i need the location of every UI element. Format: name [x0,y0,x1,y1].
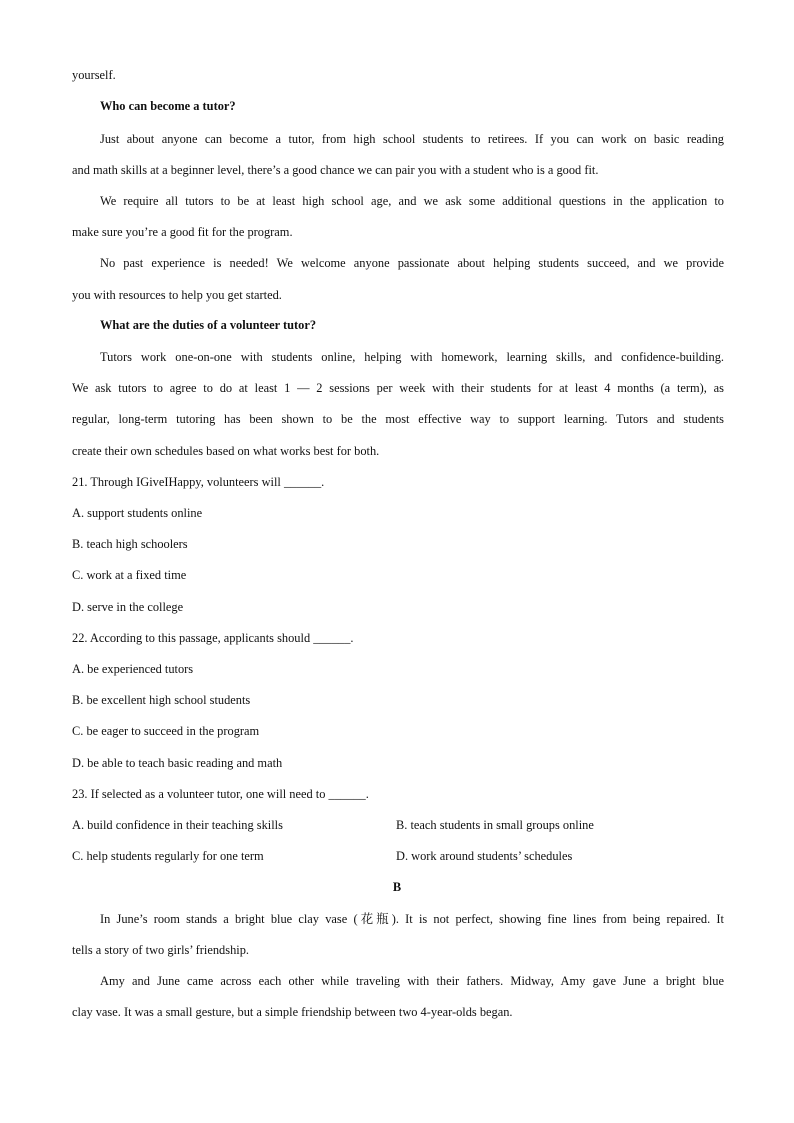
paragraph-line: No past experience is needed! We welcome anyone passionate about helping students succeed, and we provide [100,256,724,270]
paragraph-line: We ask tutors to agree to do at least 1 — 2 sessions per week with their students for at least 4 months (a term), as [72,381,724,395]
paragraph-line: In June’s room stands a bright blue clay vase (花瓶). It is not perfect, showing fine lines from being repaired. It [100,912,724,926]
question-23-option-d: D. work around students’ schedules [396,849,573,863]
question-21-stem: 21. Through IGiveIHappy, volunteers will ______. [72,475,325,489]
question-22-option-c: C. be eager to succeed in the program [72,724,260,738]
question-23-option-c: C. help students regularly for one term [72,849,264,863]
paragraph-line: make sure you’re a good fit for the program. [72,225,293,239]
paragraph-line: regular, long-term tutoring has been shown to be the most effective way to support learning. Tutors and students [72,412,724,426]
question-22-stem: 22. According to this passage, applicants should ______. [72,631,354,645]
question-23-option-a: A. build confidence in their teaching skills [72,818,283,832]
section-b-heading: B [392,880,402,894]
question-21-option-b: B. teach high schoolers [72,537,188,551]
question-21-option-c: C. work at a fixed time [72,568,187,582]
paragraph-line: yourself. [72,68,116,82]
paragraph-line: and math skills at a beginner level, there’s a good chance we can pair you with a student who is a good fit. [72,163,599,177]
paragraph-line: create their own schedules based on what works best for both. [72,444,380,458]
question-22-option-a: A. be experienced tutors [72,662,194,676]
paragraph-line: Tutors work one-on-one with students online, helping with homework, learning skills, and confidence-building. [100,350,724,364]
question-23-option-b: B. teach students in small groups online [396,818,594,832]
paragraph-line: We require all tutors to be at least high school age, and we ask some additional questions in the application to [100,194,724,208]
question-23-stem: 23. If selected as a volunteer tutor, one will need to ______. [72,787,369,801]
section-heading-duties: What are the duties of a volunteer tutor? [100,318,317,332]
paragraph-line: Amy and June came across each other while traveling with their fathers. Midway, Amy gave June a bright blue [100,974,724,988]
paragraph-line: clay vase. It was a small gesture, but a simple friendship between two 4-year-olds began. [72,1005,513,1019]
question-21-option-a: A. support students online [72,506,203,520]
question-22-option-b: B. be excellent high school students [72,693,251,707]
section-heading-who-can-tutor: Who can become a tutor? [100,99,236,113]
paragraph-line: Just about anyone can become a tutor, from high school students to retirees. If you can work on basic reading [100,132,724,146]
question-22-option-d: D. be able to teach basic reading and math [72,756,283,770]
question-21-option-d: D. serve in the college [72,600,184,614]
paragraph-line: tells a story of two girls’ friendship. [72,943,249,957]
paragraph-line: you with resources to help you get started. [72,288,282,302]
